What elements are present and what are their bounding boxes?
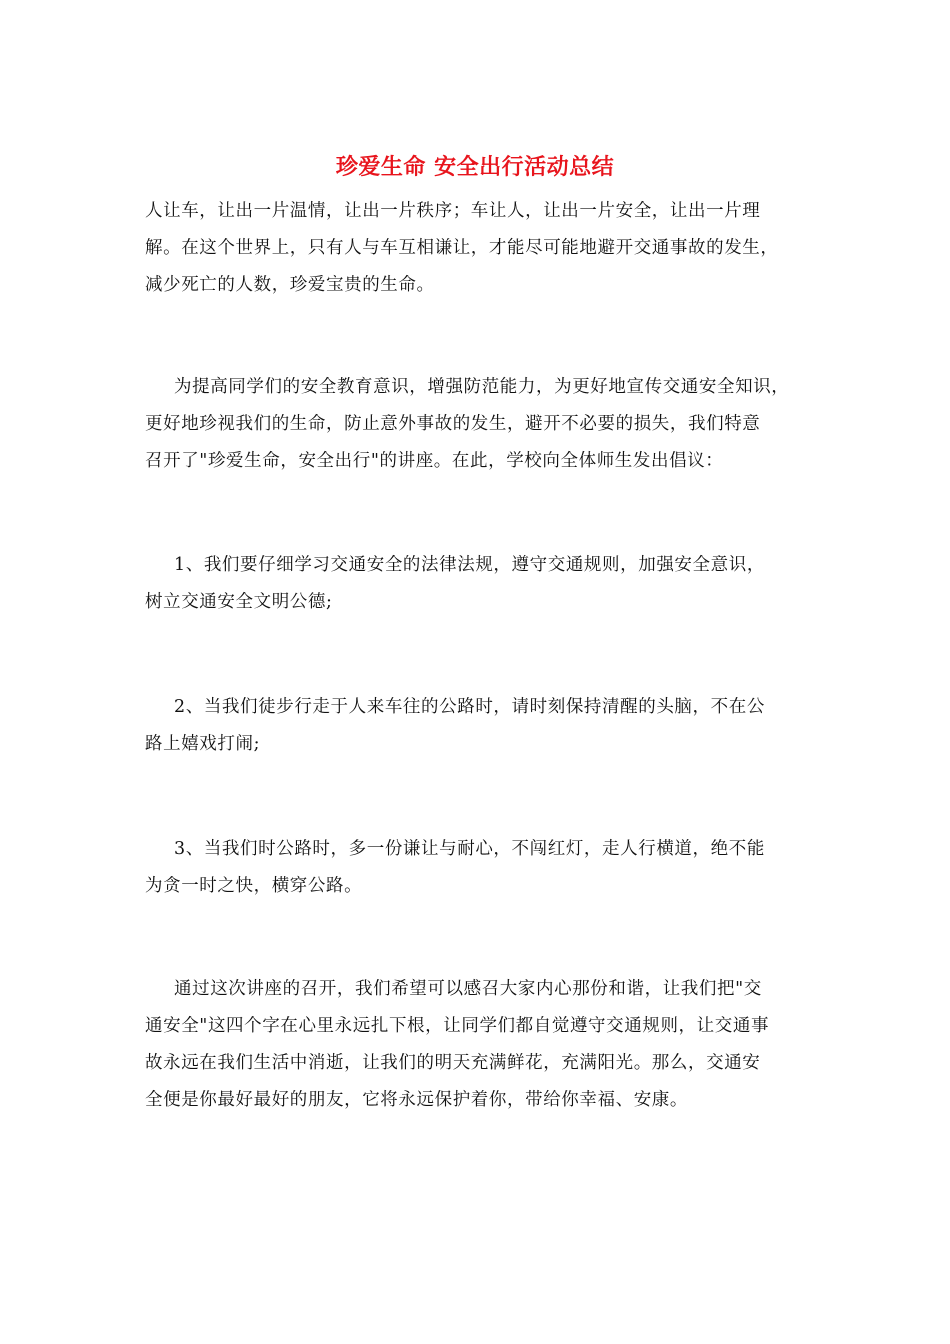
paragraph-2-line-1: 为提高同学们的安全教育意识，增强防范能力，为更好地宣传交通安全知识， <box>174 377 790 397</box>
paragraph-2-line-2: 更好地珍视我们的生命，防止意外事故的发生，避开不必要的损失，我们特意 <box>145 414 761 434</box>
paragraph-5-line-2: 为贪一时之快，横穿公路。 <box>145 876 363 896</box>
paragraph-6-line-3: 故永远在我们生活中消逝，让我们的明天充满鲜花，充满阳光。那么，交通安 <box>145 1053 761 1073</box>
paragraph-1-line-3: 减少死亡的人数，珍爱宝贵的生命。 <box>145 275 435 295</box>
paragraph-5-line-1: 3、当我们时公路时，多一份谦让与耐心，不闯红灯，走人行横道，绝不能 <box>174 839 765 859</box>
paragraph-6-line-1: 通过这次讲座的召开，我们希望可以感召大家内心那份和谐，让我们把"交 <box>174 979 762 999</box>
paragraph-3-line-1: 1、我们要仔细学习交通安全的法律法规，遵守交通规则，加强安全意识， <box>174 555 765 575</box>
document-title: 珍爱生命 安全出行活动总结 <box>335 154 615 180</box>
paragraph-6-line-2: 通安全"这四个字在心里永远扎下根，让同学们都自觉遵守交通规则，让交通事 <box>145 1016 770 1036</box>
paragraph-6-line-4: 全便是你最好最好的朋友，它将永远保护着你，带给你幸福、安康。 <box>145 1090 688 1110</box>
paragraph-4-line-1: 2、当我们徒步行走于人来车往的公路时，请时刻保持清醒的头脑，不在公 <box>174 697 765 717</box>
paragraph-1-line-2: 解。在这个世界上，只有人与车互相谦让，才能尽可能地避开交通事故的发生， <box>145 238 779 258</box>
paragraph-1-line-1: 人让车，让出一片温情，让出一片秩序；车让人，让出一片安全，让出一片理 <box>145 201 761 221</box>
paragraph-2-line-3: 召开了"珍爱生命，安全出行"的讲座。在此，学校向全体师生发出倡议： <box>145 451 724 471</box>
paragraph-4-line-2: 路上嬉戏打闹; <box>145 734 261 754</box>
paragraph-3-line-2: 树立交通安全文明公德; <box>145 592 333 612</box>
